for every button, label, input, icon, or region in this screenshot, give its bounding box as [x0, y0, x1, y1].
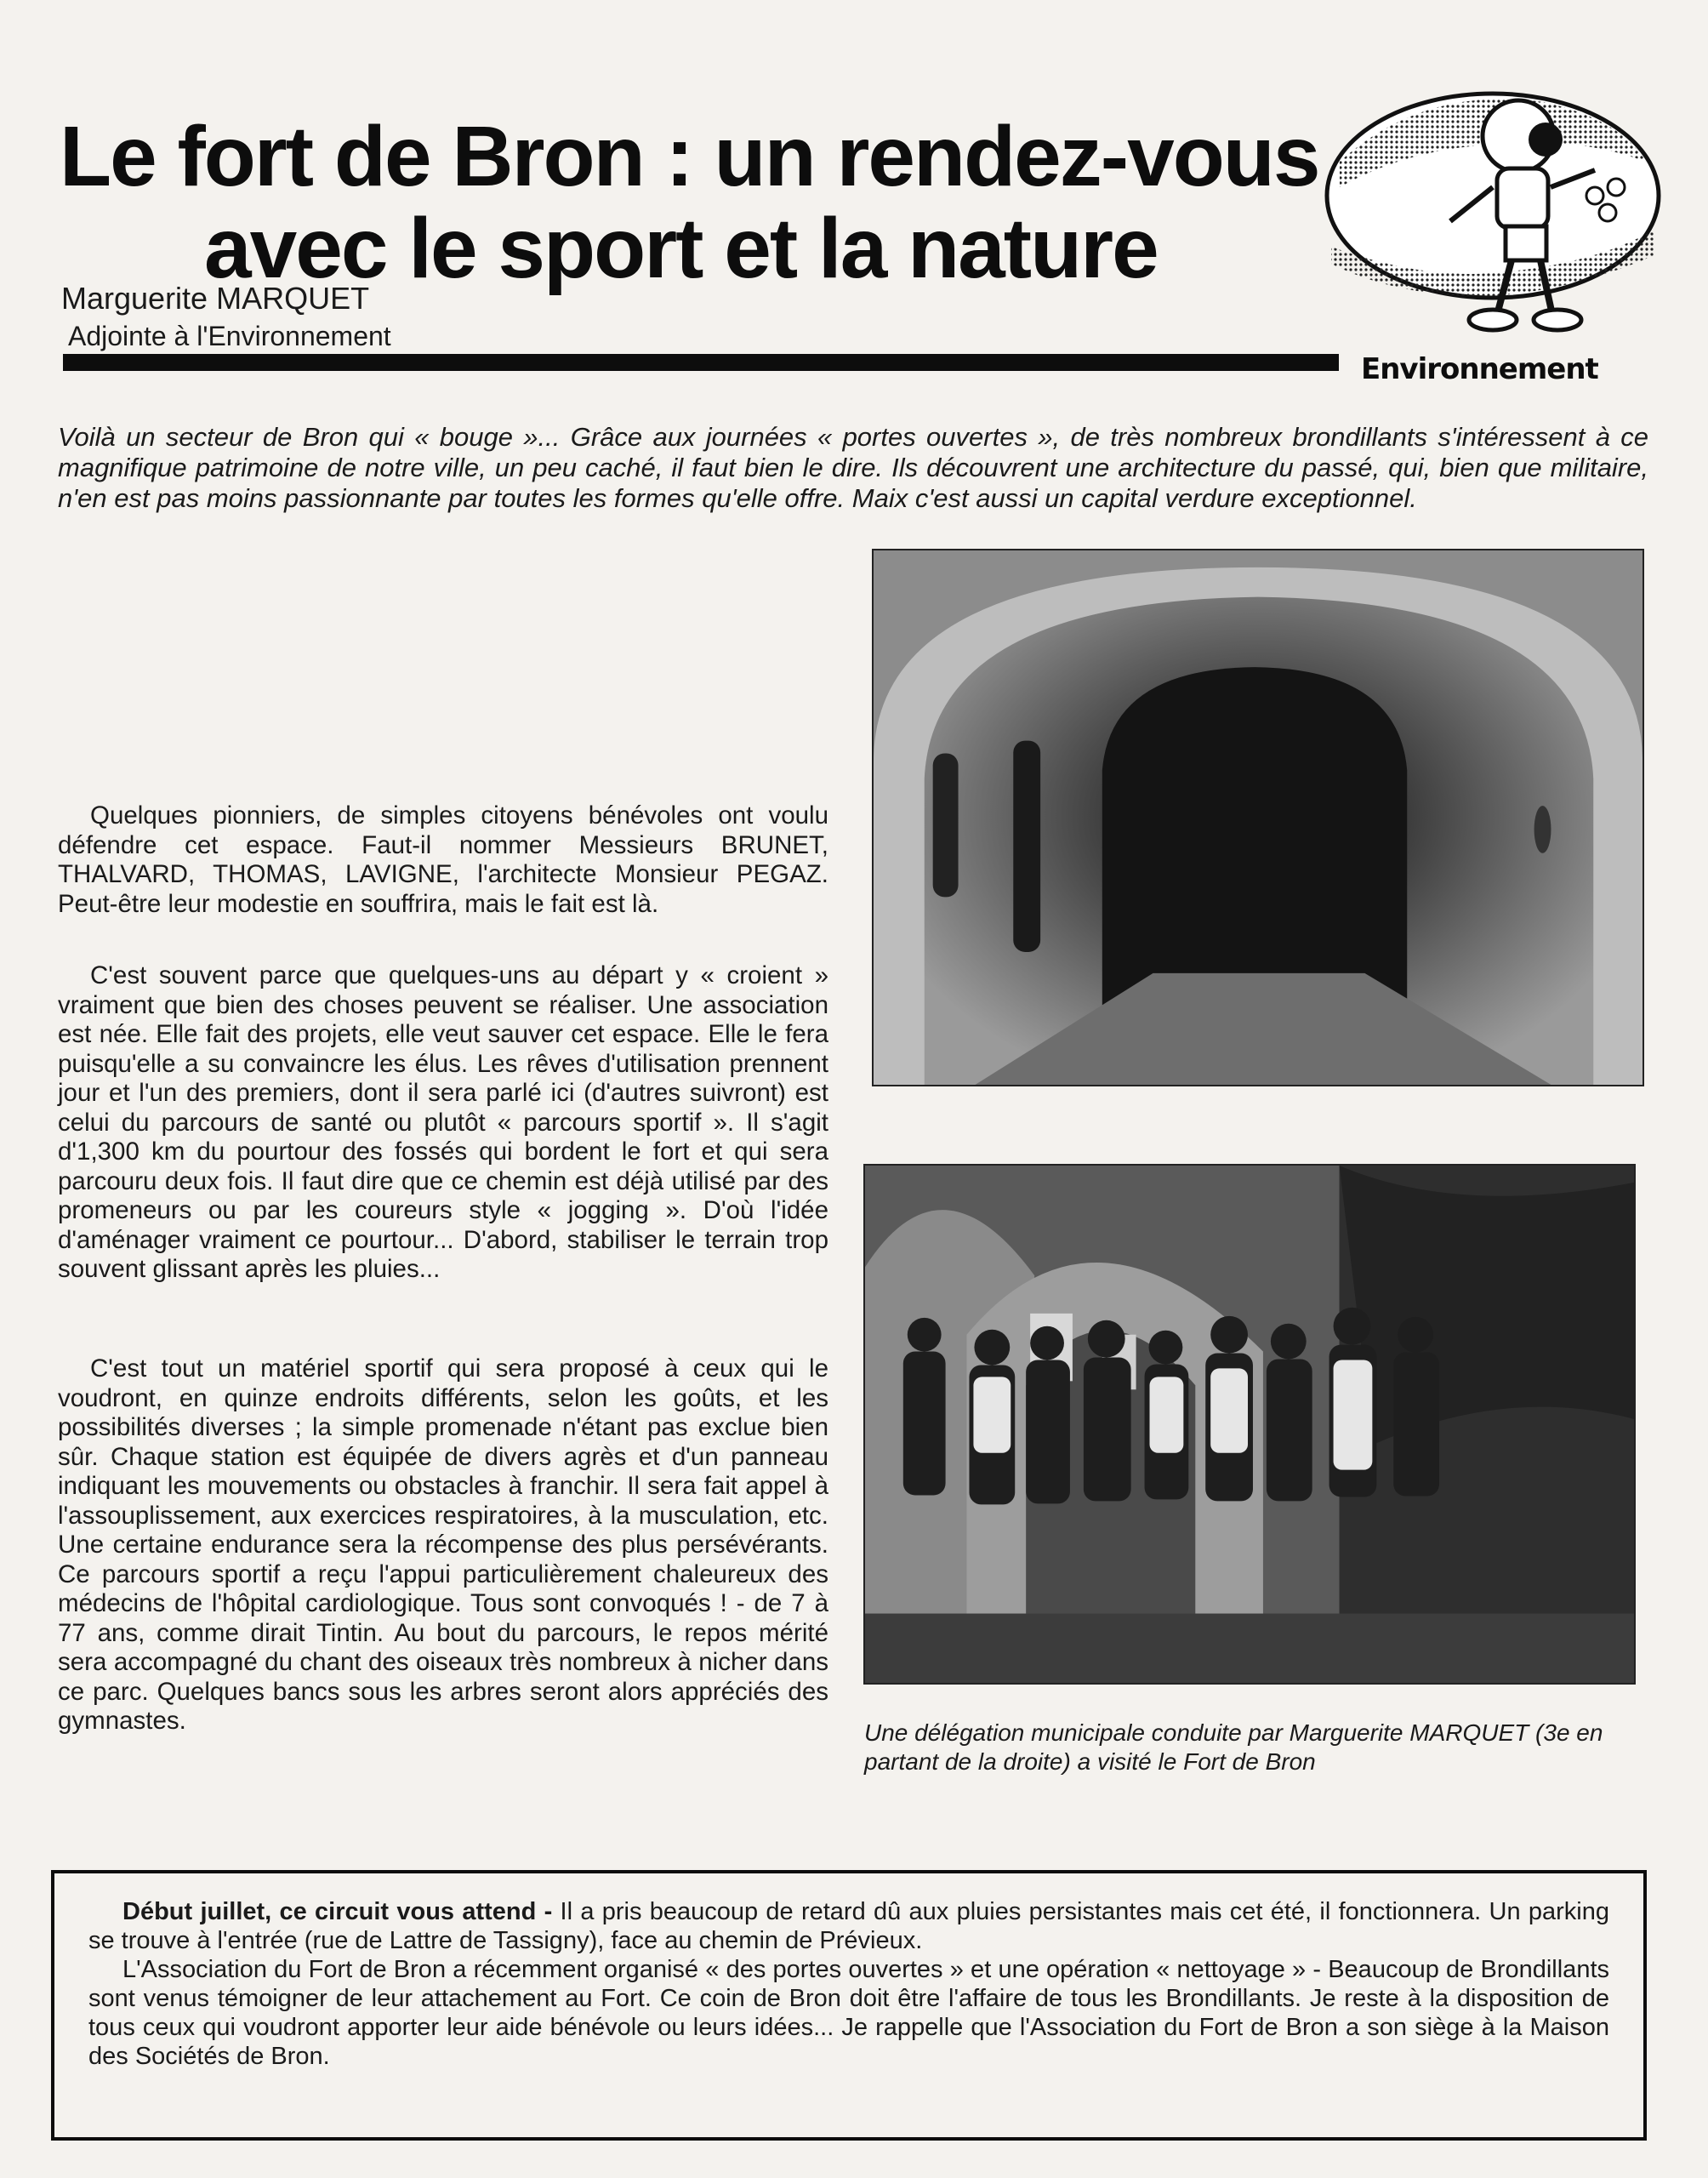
title-line-1: Le fort de Bron : un rendez-vous	[60, 109, 1319, 204]
article-title	[60, 111, 1352, 294]
info-box	[51, 1870, 1647, 2141]
section-label: Environnement	[1361, 352, 1598, 386]
paragraph-3-text: C'est tout un matériel sportif qui sera proposé à ceux qui le voudront, en quinze endroits différents, selon les goûts, et les possibilités diverses ; la simple promenade n'étant pas exclue bien sûr. Chaque station est équipée de divers agrès et d'un panneau indiquant les mouvements ou obstacles à franchir. Il sera fait appel à l'assouplissement, aux exercices respiratoires, à la musculation, etc. Une certaine endurance sera la récompense des plus persévérants. Ce parcours sportif a reçu l'appui particulièrement chaleureux des médecins de l'hôpital cardiologique. Tous sont convoqués ! - de 7 à 77 ans, comme dirait Tintin. Au bout du parcours, le repos mérité sera accompagné du chant des oiseaux très nombreux à nicher dans ce parc. Quelques bancs sous les arbres seront alors appréciés des gymnastes.	[58, 1354, 828, 1735]
title-line-2: avec le sport et la nature	[204, 201, 1158, 296]
paragraph-2	[58, 961, 828, 1285]
author-role: Adjointe à l'Environnement	[68, 321, 391, 351]
tunnel-photo	[872, 549, 1644, 1086]
article-intro: Voilà un secteur de Bron qui « bouge »... Grâce aux journées « portes ouvertes », de très nombreux brondillants s'intéressent à ce magnifique patrimoine de notre ville, un peu caché, il faut bien le dire. Ils découvrent une architecture du passé, qui, bien que militaire, n'en est pas moins passionnante par toutes les formes qu'elle offre. Maix c'est aussi un capital verdure exceptionnel.	[58, 422, 1648, 513]
info-box-paragraph-2: L'Association du Fort de Bron a récemment organisé « des portes ouvertes » et une opération « nettoyage » - Beaucoup de Brondillants sont venus témoigner de leur attachement au Fort. Ce coin de Bron doit être l'affaire de tous les Brondillants. Je reste à la disposition de tous ceux qui voudront apporter leur aide bénévole ou leurs idées... Je rappelle que l'Association du Fort de Bron a son siège à la Maison des Sociétés de Bron.	[88, 1956, 1609, 2070]
info-box-paragraph-1	[88, 1897, 1609, 1955]
info-box-lead: Début juillet, ce circuit vous attend -	[122, 1898, 553, 1925]
paragraph-1-text: Quelques pionniers, de simples citoyens bénévoles ont voulu défendre cet espace. Faut-il nommer Messieurs BRUNET, THALVARD, THOMAS, LAVIGNE, l'architecte Monsieur PEGAZ. Peut-être leur modestie en souffrira, mais le fait est là.	[58, 801, 828, 918]
photo-caption: Une délégation municipale conduite par Marguerite MARQUET (3e en partant de la droite) a visité le Fort de Bron	[864, 1719, 1603, 1775]
header-rule	[63, 354, 1339, 371]
paragraph-2-text: C'est souvent parce que quelques-uns au départ y « croient » vraiment que bien des choses peuvent se réaliser. Une association est née. Elle fait des projets, elle veut sauver cet espace. Elle le fera puisqu'elle a su convaincre les élus. Les rêves d'utilisation prennent jour et l'un des premiers, dont il sera parlé ici (d'autres suivront) est celui du parcours de santé ou plutôt « parcours sportif ». Il s'agit d'1,300 km du pourtour des fossés qui bordent le fort et qui sera parcouru deux fois. Il faut dire que ce chemin est déjà utilisé par des promeneurs ou par les coureurs style « jogging ». D'où l'idée d'aménager vraiment ce pourtour... D'abord, stabiliser le terrain trop souvent glissant après les pluies...	[58, 961, 828, 1283]
paragraph-3	[58, 1354, 828, 1736]
author-name: Marguerite MARQUET	[61, 281, 370, 316]
paragraph-1	[58, 801, 828, 919]
delegation-photo	[863, 1164, 1636, 1685]
info-box-text-1: Il a pris beaucoup de retard dû aux pluies persistantes mais cet été, il fonctionnera. Un parking se trouve à l'entrée (rue de Lattre de Tassigny), face au chemin de Prévieux.	[88, 1898, 1609, 1954]
mascot-illustration	[1323, 68, 1663, 353]
